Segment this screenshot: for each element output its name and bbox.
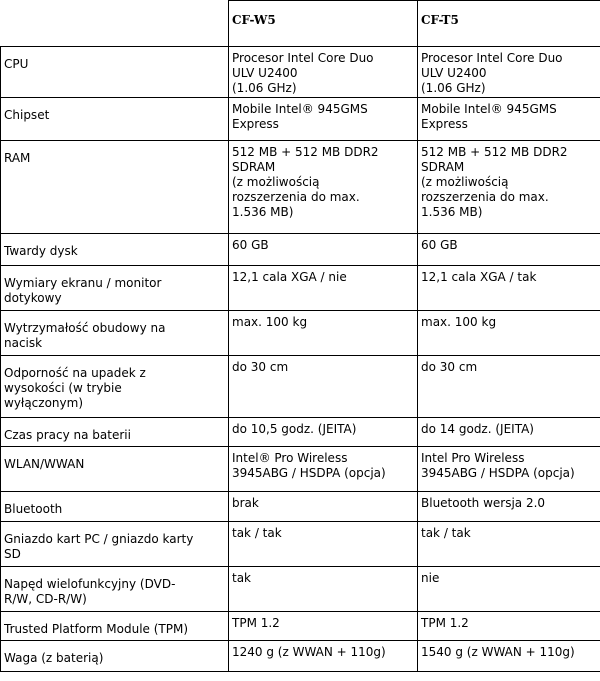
table-row: [1, 266, 600, 311]
cf-w5-value: max. 100 kg: [229, 311, 418, 356]
table-row: [1, 641, 600, 672]
row-label: WLAN/WWAN: [1, 447, 229, 492]
cf-t5-value: 1540 g (z WWAN + 110g): [418, 641, 600, 672]
corner-cell: [1, 1, 229, 47]
table-row: [1, 567, 600, 612]
cf-t5-value: 512 MB + 512 MB DDR2 SDRAM (z możliwością rozszerzenia do max. 1.536 MB): [418, 141, 600, 234]
cf-t5-value: 60 GB: [418, 234, 600, 266]
cf-w5-value: TPM 1.2: [229, 612, 418, 641]
row-label: RAM: [1, 141, 229, 234]
header-cf-w5: CF-W5: [229, 1, 418, 47]
table-row: [1, 98, 600, 141]
cf-w5-value: 512 MB + 512 MB DDR2 SDRAM (z możliwością rozszerzenia do max. 1.536 MB): [229, 141, 418, 234]
cf-w5-value: Procesor Intel Core Duo ULV U2400 (1.06 GHz): [229, 47, 418, 98]
cf-t5-value: max. 100 kg: [418, 311, 600, 356]
table-row: [1, 612, 600, 641]
table-row: [1, 492, 600, 522]
cf-w5-value: do 30 cm: [229, 356, 418, 418]
table-row: [1, 418, 600, 447]
cf-w5-value: Intel® Pro Wireless 3945ABG / HSDPA (opcja): [229, 447, 418, 492]
row-label: CPU: [1, 47, 229, 98]
cf-w5-value: brak: [229, 492, 418, 522]
cf-t5-value: TPM 1.2: [418, 612, 600, 641]
cf-t5-value: do 14 godz. (JEITA): [418, 418, 600, 447]
header-row: [1, 1, 600, 47]
row-label: Chipset: [1, 98, 229, 141]
row-label: Odporność na upadek z wysokości (w trybie wyłączonym): [1, 356, 229, 418]
row-label: Czas pracy na baterii: [1, 418, 229, 447]
cf-t5-value: Procesor Intel Core Duo ULV U2400 (1.06 GHz): [418, 47, 600, 98]
row-label: Napęd wielofunkcyjny (DVD- R/W, CD-R/W): [1, 567, 229, 612]
cf-t5-value: Bluetooth wersja 2.0: [418, 492, 600, 522]
cf-t5-value: do 30 cm: [418, 356, 600, 418]
cf-w5-value: 1240 g (z WWAN + 110g): [229, 641, 418, 672]
cf-t5-value: 12,1 cala XGA / tak: [418, 266, 600, 311]
header-cf-t5: CF-T5: [418, 1, 600, 47]
table-row: [1, 522, 600, 567]
row-label: Wytrzymałość obudowy na nacisk: [1, 311, 229, 356]
cf-t5-value: tak / tak: [418, 522, 600, 567]
cf-w5-value: 60 GB: [229, 234, 418, 266]
table-row: [1, 47, 600, 98]
row-label: Bluetooth: [1, 492, 229, 522]
table-row: [1, 311, 600, 356]
cf-w5-value: 12,1 cala XGA / nie: [229, 266, 418, 311]
row-label: Waga (z baterią): [1, 641, 229, 672]
cf-w5-value: tak / tak: [229, 522, 418, 567]
table-row: [1, 141, 600, 234]
row-label: Gniazdo kart PC / gniazdo karty SD: [1, 522, 229, 567]
row-label: Wymiary ekranu / monitor dotykowy: [1, 266, 229, 311]
cf-t5-value: Intel Pro Wireless 3945ABG / HSDPA (opcja): [418, 447, 600, 492]
table-row: [1, 356, 600, 418]
cf-w5-value: tak: [229, 567, 418, 612]
cf-t5-value: Mobile Intel® 945GMS Express: [418, 98, 600, 141]
cf-w5-value: do 10,5 godz. (JEITA): [229, 418, 418, 447]
row-label: Trusted Platform Module (TPM): [1, 612, 229, 641]
table-row: [1, 234, 600, 266]
table-row: [1, 447, 600, 492]
row-label: Twardy dysk: [1, 234, 229, 266]
cf-w5-value: Mobile Intel® 945GMS Express: [229, 98, 418, 141]
cf-t5-value: nie: [418, 567, 600, 612]
